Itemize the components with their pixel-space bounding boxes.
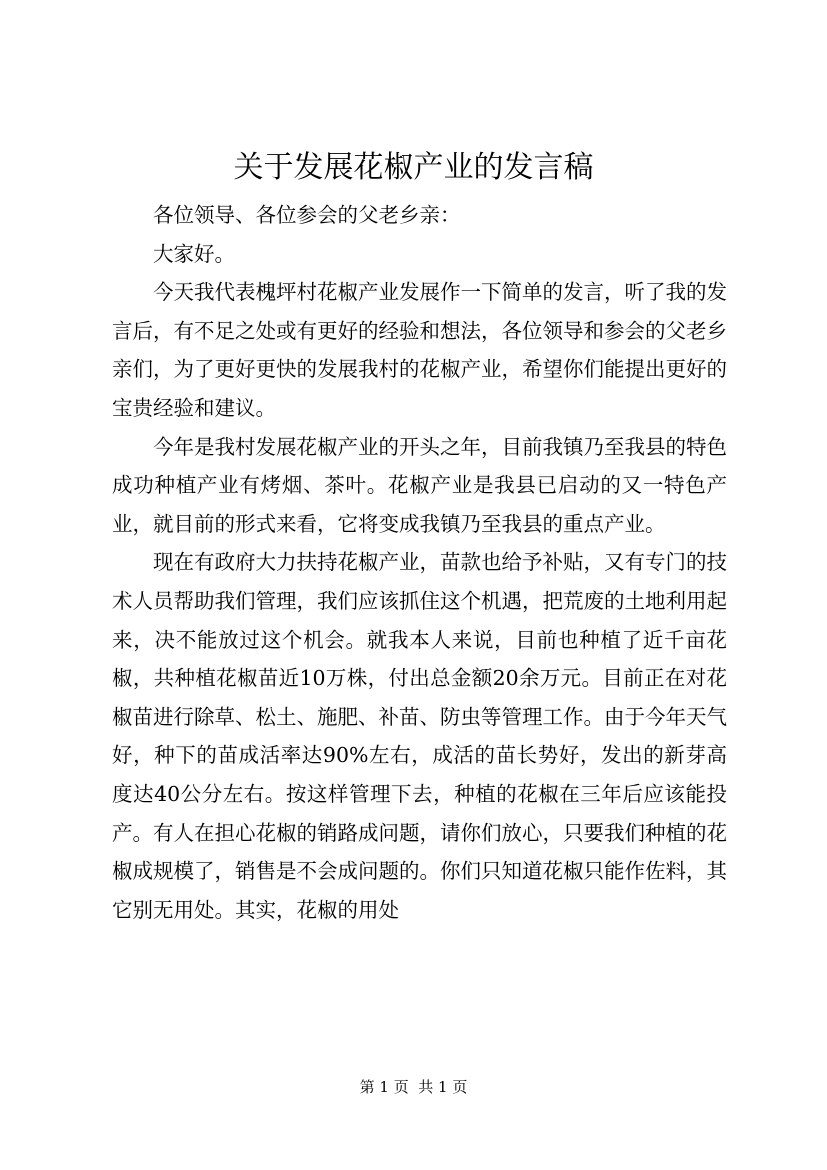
page-number-label: 第 1 页 共 1 页 [359,1078,468,1096]
salutation-paragraph: 各位领导、各位参会的父老乡亲： [153,203,461,227]
body-paragraph: 今年是我村发展花椒产业的开头之年，目前我镇乃至我县的特色成功种植产业有烤烟、茶叶。花椒产业是我县已启动的又一特色产业，就目前的形式来看，它将变成我镇乃至我县的重点产业。 [112,434,727,536]
greeting-paragraph: 大家好。 [153,241,235,266]
document-body [112,196,727,929]
document-title: 关于发展花椒产业的发言稿 [233,150,594,185]
body-paragraph: 现在有政府大力扶持花椒产业，苗款也给予补贴，又有专门的技术人员帮助我们管理，我们应该抓住这个机遇，把荒废的土地利用起来，决不能放过这个机会。就我本人来说，目前也种植了近千亩花椒，共种植花椒苗近10万株，付出总金额20余万元。目前正在对花椒苗进行除草、松土、施肥、补苗、防虫等管理工作。由于今年天气好，种下的苗成活率达90%左右，成活的苗长势好，发出的新芽高度达40公分左右。按这样管理下去，种植的花椒在三年后应该能投产。有人在担心花椒的销路成问题，请你们放心，只要我们种植的花椒成规模了，销售是不会成问题的。你们只知道花椒只能作佐料，其它别无用处。其实，花椒的用处 [112,550,727,922]
body-paragraph: 今天我代表槐坪村花椒产业发展作一下简单的发言，听了我的发言后，有不足之处或有更好的经验和想法，各位领导和参会的父老乡亲们，为了更好更快的发展我村的花椒产业，希望你们能提出更好的宝贵经验和建议。 [112,280,727,420]
page-footer [0,1077,827,1097]
